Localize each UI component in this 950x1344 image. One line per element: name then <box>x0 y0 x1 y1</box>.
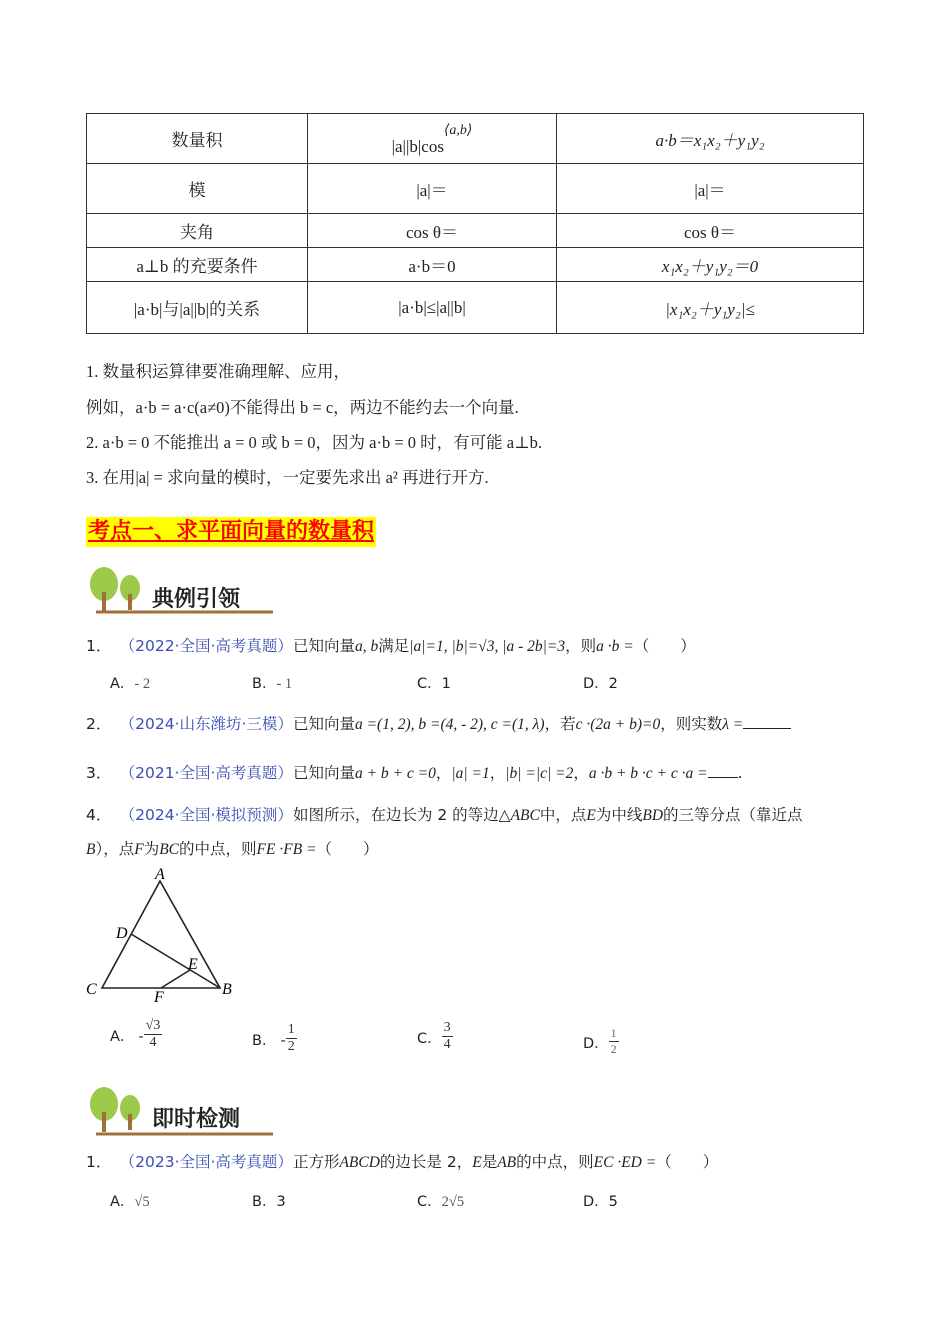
fraction-numerator: 1 <box>610 1026 617 1040</box>
table-cell: |a|＝ <box>557 164 864 214</box>
option-label: C． <box>417 1194 442 1210</box>
question-text: 满足 <box>378 637 410 655</box>
fraction-numerator: 1 <box>287 1022 295 1037</box>
question-number: 4． <box>86 806 112 824</box>
question-text: ，若 <box>544 715 576 733</box>
math-expression: a =(1, 2), b =(4, - 2), c =(1, λ) <box>354 716 545 733</box>
option-d[interactable] <box>583 1190 618 1211</box>
angle-notation: ⟨a,b⟩ <box>443 122 473 138</box>
question-source: （2023·全国·高考真题） <box>127 1153 293 1171</box>
fraction-denominator: 2 <box>610 1042 617 1056</box>
vertex-label-c: C <box>86 981 97 998</box>
vertex-label-d: D <box>116 925 128 942</box>
question-text: 是 <box>481 1153 498 1171</box>
table-cell: x₁x₂＋y₁y₂＝0 <box>557 248 864 282</box>
math-expression: BD <box>642 807 664 824</box>
fraction-denominator: 4 <box>443 1037 451 1052</box>
fraction-denominator: 4 <box>149 1035 157 1050</box>
question-4 <box>86 803 803 825</box>
question-text: 的三等分点（靠近点 <box>663 806 803 824</box>
option-label: D． <box>583 1194 609 1210</box>
fraction <box>442 1020 453 1053</box>
table-cell: |a|＝ <box>308 164 557 214</box>
question-text: 已知向量 <box>292 637 355 655</box>
option-c[interactable] <box>417 672 451 693</box>
table-row <box>87 114 864 164</box>
option-b[interactable] <box>252 1022 297 1055</box>
question-source: （2024·全国·模拟预测） <box>127 806 293 824</box>
option-label: B． <box>252 1032 277 1049</box>
vertex-label-b: B <box>222 981 232 998</box>
practice-header <box>88 1086 278 1138</box>
question-text: （ ） <box>656 1153 719 1171</box>
table-cell: cos θ＝ <box>308 214 557 248</box>
option-label: D． <box>583 1035 609 1052</box>
option-b[interactable] <box>252 1190 286 1211</box>
fraction <box>286 1022 297 1055</box>
math-expression: λ = <box>722 716 744 733</box>
question-text: 如图所示，在边长为 2 的等边 <box>292 806 499 824</box>
answer-blank[interactable] <box>743 716 791 729</box>
option-b[interactable] <box>252 672 292 693</box>
math-expression: a ·b = <box>596 638 634 655</box>
table-row <box>87 248 864 282</box>
question-text: 为中线 <box>595 806 643 824</box>
table-cell: |x₁x₂＋y₁y₂|≤ <box>557 282 864 334</box>
math-expression: AB <box>497 1154 517 1171</box>
option-value: - 1 <box>276 676 293 692</box>
question-text: 的边长是 2， <box>379 1153 473 1171</box>
question-source: （2022·全国·高考真题） <box>127 637 293 655</box>
practice-question-1 <box>86 1150 718 1172</box>
note-line: 3. 在用|a| = 求向量的模时，一定要先求出 a² 再进行开方. <box>86 468 489 487</box>
option-label: A． <box>110 676 135 692</box>
option-a[interactable] <box>110 1190 150 1211</box>
math-expression: BC <box>159 841 180 858</box>
table-cell: |a·b|≤|a||b| <box>308 282 557 334</box>
math-expression: EC ·ED = <box>593 1154 657 1171</box>
math-expression: |b| =|c| =2 <box>505 765 574 782</box>
question-text: ， <box>573 764 589 782</box>
question-text: ），点 <box>95 840 135 858</box>
question-number: 1． <box>86 637 112 655</box>
option-sign: - <box>138 1028 144 1045</box>
question-text: 为 <box>143 840 160 858</box>
vertex-label-e: E <box>188 956 198 973</box>
table-cell-text: |a||b|cos <box>391 136 444 156</box>
option-label: D． <box>583 676 609 692</box>
question-source: （2024·山东潍坊·三模） <box>127 715 293 733</box>
math-expression: a, b <box>354 638 379 655</box>
table-cell <box>308 114 557 164</box>
question-text: ， <box>489 764 506 782</box>
vertex-label-f: F <box>154 989 164 1006</box>
note-line: 1. 数量积运算律要准确理解、应用， <box>86 362 350 381</box>
option-c[interactable] <box>417 1020 453 1053</box>
option-label: B． <box>252 676 277 692</box>
table-cell: a⊥b 的充要条件 <box>87 248 308 282</box>
table-row <box>87 282 864 334</box>
table-row <box>87 214 864 248</box>
question-number: 1． <box>86 1153 112 1171</box>
table-cell: 数量积 <box>87 114 308 164</box>
question-text: 中，点 <box>539 806 587 824</box>
math-expression: a ·b + b ·c + c ·a = <box>588 765 708 782</box>
fraction-numerator: 3 <box>443 1020 451 1035</box>
option-label: A． <box>110 1194 135 1210</box>
option-value: √5 <box>134 1194 150 1210</box>
option-label: C． <box>417 1030 442 1047</box>
question-text: （ ） <box>633 637 696 655</box>
math-expression: E <box>472 1154 482 1171</box>
fraction-denominator: 2 <box>287 1039 295 1054</box>
option-value: 5 <box>608 1194 618 1210</box>
question-text: 的中点，则 <box>179 840 257 858</box>
table-cell: cos θ＝ <box>557 214 864 248</box>
fraction-numerator: √3 <box>145 1018 161 1033</box>
math-expression: |a|=1, |b|=√3, |a - 2b|=3 <box>409 638 566 655</box>
option-d[interactable] <box>583 672 618 693</box>
question-text: 的中点，则 <box>516 1153 594 1171</box>
note-line: 例如，a·b = a·c(a≠0)不能得出 b = c，两边不能约去一个向量. <box>86 398 519 417</box>
fraction <box>609 1026 619 1057</box>
answer-blank[interactable] <box>708 765 738 778</box>
question-source: （2021·全国·高考真题） <box>127 764 293 782</box>
table-cell: |a·b|与|a||b|的关系 <box>87 282 308 334</box>
question-text: ， <box>435 764 452 782</box>
option-c[interactable] <box>417 1190 464 1211</box>
math-expression: |a| =1 <box>451 765 490 782</box>
question-3 <box>86 761 743 783</box>
option-value: 1 <box>441 676 451 692</box>
example-header <box>88 566 278 616</box>
math-expression: a + b + c =0 <box>354 765 436 782</box>
option-sign: - <box>280 1032 286 1049</box>
question-text: . <box>737 764 743 782</box>
vector-table <box>86 113 864 334</box>
option-label: B． <box>252 1194 277 1210</box>
question-1 <box>86 634 696 656</box>
math-expression: △ABC <box>498 807 540 824</box>
math-expression: E <box>586 807 596 824</box>
table-cell: 模 <box>87 164 308 214</box>
fraction <box>144 1018 163 1051</box>
math-expression: FE ·FB = <box>256 841 317 858</box>
question-text: （ ） <box>316 840 379 858</box>
option-label: A． <box>110 1028 135 1045</box>
table-cell: a·b＝x₁x₂＋y₁y₂ <box>557 114 864 164</box>
question-text: ，则实数 <box>660 715 723 733</box>
question-number: 2． <box>86 715 112 733</box>
question-text: 已知向量 <box>292 715 355 733</box>
section-title: 考点一、求平面向量的数量积 <box>86 517 376 547</box>
math-expression: c ·(2a + b)=0 <box>575 716 661 733</box>
option-value: 2√5 <box>441 1194 465 1210</box>
question-text: 正方形 <box>292 1153 340 1171</box>
option-a[interactable] <box>110 1018 162 1051</box>
question-4-line2 <box>86 837 379 859</box>
header-title: 典例引领 <box>152 587 241 612</box>
question-text: ，则 <box>565 637 597 655</box>
math-expression: ABCD <box>339 1154 380 1171</box>
question-text: 已知向量 <box>292 764 355 782</box>
question-number: 3． <box>86 764 112 782</box>
vertex-label-a: A <box>155 866 165 883</box>
math-expression: F <box>134 841 144 858</box>
triangle-figure <box>80 866 250 1006</box>
header-title: 即时检测 <box>152 1107 241 1132</box>
option-label: C． <box>417 676 442 692</box>
option-d[interactable] <box>583 1026 619 1057</box>
table-cell: a·b＝0 <box>308 248 557 282</box>
option-value: - 2 <box>134 676 151 692</box>
table-row <box>87 164 864 214</box>
math-expression: B <box>86 841 96 858</box>
option-a[interactable] <box>110 672 150 693</box>
option-value: 2 <box>608 676 618 692</box>
note-line: 2. a·b = 0 不能推出 a = 0 或 b = 0，因为 a·b = 0 时，有可能 a⊥b. <box>86 433 543 452</box>
question-2 <box>86 712 791 734</box>
option-value: 3 <box>276 1194 286 1210</box>
table-cell: 夹角 <box>87 214 308 248</box>
